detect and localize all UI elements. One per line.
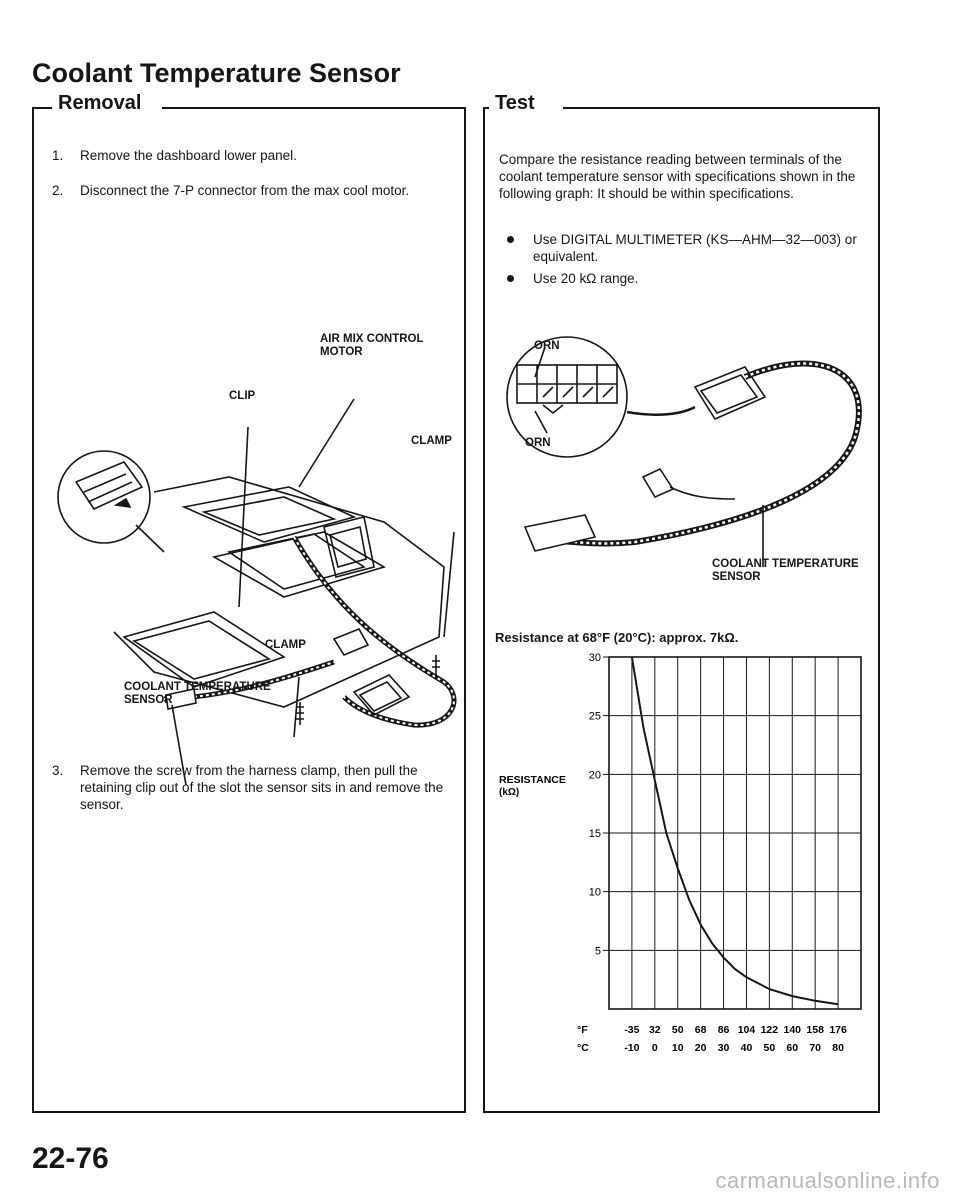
test-intro: Compare the resistance reading between terminals of the coolant temperature sensor with specifications shown in the following graph: It should be within specifications. (499, 152, 856, 201)
x-tick-label-c: 20 (694, 1042, 707, 1054)
y-axis-unit: (kΩ) (499, 787, 520, 798)
step-number: 3. (52, 763, 64, 778)
x-tick-label-f: 176 (829, 1024, 847, 1036)
x-unit-f: °F (577, 1024, 588, 1036)
step-text: Remove the screw from the harness clamp, then pull the retaining clip out of the slot the sensor sits in and remove the sensor. (80, 763, 444, 812)
label-orn-top: ORN (534, 340, 560, 352)
resistance-chart (485, 645, 878, 1054)
y-tick-label: 25 (588, 710, 601, 723)
step-number: 2. (52, 183, 64, 198)
y-tick-label: 30 (588, 652, 601, 664)
label-coolant-sensor: COOLANT TEMPERATURE SENSOR (124, 681, 271, 706)
x-tick-label-f: 158 (806, 1024, 824, 1036)
y-axis-label: RESISTANCE (499, 774, 566, 786)
step-3 (52, 762, 452, 813)
x-tick-label-f: -35 (624, 1024, 640, 1036)
x-tick-label-f: 122 (760, 1024, 779, 1036)
x-tick-label-f: 32 (648, 1024, 661, 1036)
step-number: 1. (52, 148, 64, 163)
step-text: Remove the dashboard lower panel. (80, 148, 297, 163)
x-tick-label-f: 140 (783, 1024, 802, 1036)
x-tick-label-f: 104 (737, 1024, 756, 1036)
test-title: Test (489, 92, 541, 115)
x-tick-label-c: 50 (763, 1042, 776, 1054)
y-tick-label: 5 (594, 945, 601, 958)
test-illustration (495, 327, 875, 567)
x-tick-label-c: 80 (832, 1042, 844, 1054)
x-tick-label-c: 40 (740, 1042, 753, 1054)
page-title: Coolant Temperature Sensor (32, 58, 401, 88)
removal-panel (32, 92, 466, 1113)
step-2 (52, 182, 452, 199)
x-unit-c: °C (577, 1042, 589, 1054)
label-coolant-sensor: COOLANT TEMPERATURE SENSOR (712, 558, 859, 583)
bullet-item: Use 20 kΩ range. (507, 270, 865, 287)
bullet-icon (507, 275, 514, 282)
test-panel (483, 92, 880, 1113)
x-tick-label-f: 86 (717, 1024, 730, 1036)
resistance-note: Resistance at 68°F (20°C): approx. 7kΩ. (495, 630, 739, 645)
bullet-icon (507, 236, 514, 243)
label-air-mix-control-motor: AIR MIX CONTROL MOTOR (320, 333, 424, 358)
x-tick-label-c: -10 (624, 1042, 640, 1054)
x-tick-label-f: 68 (694, 1024, 707, 1036)
x-tick-label-c: 60 (786, 1042, 799, 1054)
page-number: 22-76 (32, 1142, 109, 1175)
x-tick-label-c: 0 (651, 1042, 658, 1054)
x-tick-label-c: 70 (809, 1042, 822, 1054)
removal-title: Removal (52, 92, 147, 115)
label-clamp-top: CLAMP (411, 435, 452, 447)
resistance-curve (632, 657, 838, 1004)
label-orn-bottom: ORN (525, 437, 551, 449)
bullet-item: Use DIGITAL MULTIMETER (KS—AHM—32—003) or equivalent. (507, 231, 865, 265)
step-text: Disconnect the 7-P connector from the max cool motor. (80, 183, 410, 198)
x-tick-label-c: 10 (671, 1042, 684, 1054)
label-clip: CLIP (229, 390, 256, 402)
watermark: carmanualsonline.info (715, 1168, 940, 1193)
y-tick-label: 10 (588, 886, 601, 899)
x-tick-label-f: 50 (671, 1024, 684, 1036)
label-clamp-bottom: CLAMP (265, 639, 306, 651)
y-tick-label: 20 (588, 769, 601, 782)
step-1 (52, 147, 452, 164)
x-tick-label-c: 30 (717, 1042, 730, 1054)
y-tick-label: 15 (588, 828, 601, 840)
